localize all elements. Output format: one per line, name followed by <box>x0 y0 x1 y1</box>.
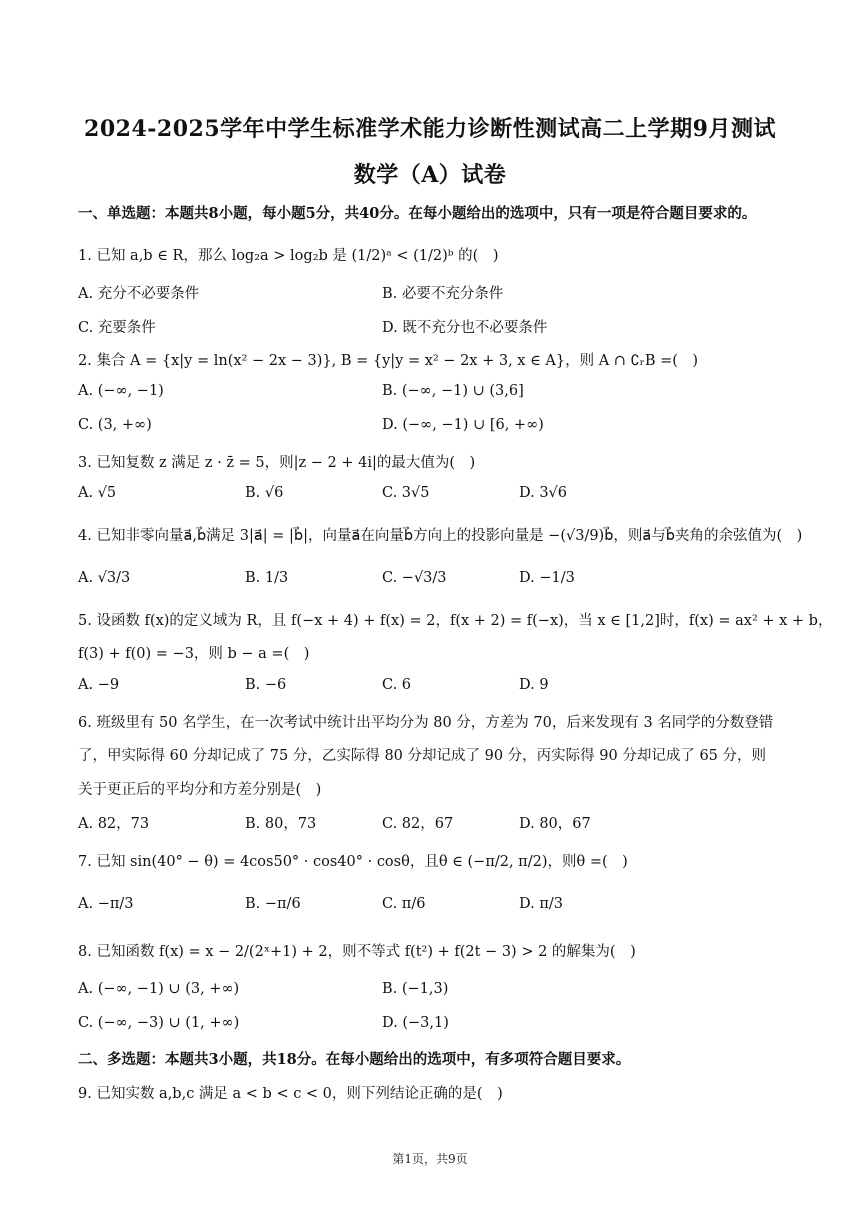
question-5-option-a: A. −9 <box>78 677 120 693</box>
question-7-option-b: B. −π/6 <box>245 896 301 912</box>
question-5-option-b: B. −6 <box>245 677 287 693</box>
question-5-option-c: C. 6 <box>382 677 412 693</box>
question-2-stem: 2. 集合 A = {x|y = ln(x² − 2x − 3)}, B = {y|y = x² − 2x + 3, x ∈ A}，则 A ∩ ∁ᵣB =( ) <box>78 353 699 369</box>
question-3-option-b: B. √6 <box>245 485 284 501</box>
question-3-stem: 3. 已知复数 z 满足 z · z̄ = 5，则|z − 2 + 4i|的最大值为( ) <box>78 455 476 471</box>
question-3-option-c: C. 3√5 <box>382 485 430 501</box>
question-1-option-c: C. 充要条件 <box>78 320 156 336</box>
question-5-option-d: D. 9 <box>519 677 549 693</box>
question-6-option-d: D. 80，67 <box>519 816 591 832</box>
question-3-option-a: A. √5 <box>78 485 117 501</box>
question-4-option-b: B. 1/3 <box>245 570 289 586</box>
question-5-stem-continued: f(3) + f(0) = −3，则 b − a =( ) <box>78 646 310 662</box>
question-2-option-a: A. (−∞, −1) <box>78 383 164 399</box>
question-4-option-c: C. −√3/3 <box>382 570 447 586</box>
question-6-stem: 6. 班级里有 50 名学生，在一次考试中统计出平均分为 80 分，方差为 70，后来发现有 3 名同学的分数登错 <box>78 715 774 731</box>
question-5-stem: 5. 设函数 f(x)的定义域为 R，且 f(−x + 4) + f(x) = 2，f(x + 2) = f(−x)，当 x ∈ [1,2]时，f(x) = ax² + x + b， <box>78 613 833 629</box>
question-6-option-b: B. 80，73 <box>245 816 317 832</box>
question-6-option-a: A. 82，73 <box>78 816 150 832</box>
exam-title-line2: 数学（A）试卷 <box>353 162 507 188</box>
question-8-stem: 8. 已知函数 f(x) = x − 2/(2ˣ+1) + 2，则不等式 f(t²) + f(2t − 3) > 2 的解集为( ) <box>78 944 636 960</box>
question-6-stem-continued-2: 关于更正后的平均分和方差分别是( ) <box>78 782 322 798</box>
question-7-stem: 7. 已知 sin(40° − θ) = 4cos50° · cos40° · cosθ，且θ ∈ (−π/2, π/2)，则θ =( ) <box>78 854 628 870</box>
section-single-choice-heading: 一、单选题：本题共8小题，每小题5分，共40分。在每小题给出的选项中，只有一项是符合题目要求的。 <box>78 205 757 222</box>
question-1-option-a: A. 充分不必要条件 <box>78 286 200 302</box>
page-footer: 第1页，共9页 <box>392 1152 468 1166</box>
question-4-stem: 4. 已知非零向量a⃗,b⃗满足 3|a⃗| = |b⃗|，向量a⃗在向量b⃗方向上的投影向量是 −(√3/9)b⃗，则a⃗与b⃗夹角的余弦值为( ) <box>78 528 803 544</box>
section-multiple-choice-heading: 二、多选题：本题共3小题，共18分。在每小题给出的选项中，有多项符合题目要求。 <box>78 1051 631 1068</box>
question-8-option-c: C. (−∞, −3) ∪ (1, +∞) <box>78 1015 240 1031</box>
question-7-option-a: A. −π/3 <box>78 896 134 912</box>
question-4-option-a: A. √3/3 <box>78 570 131 586</box>
question-2-option-c: C. (3, +∞) <box>78 417 152 433</box>
question-1-stem: 1. 已知 a,b ∈ R，那么 log₂a > log₂b 是 (1/2)ᵃ < (1/2)ᵇ 的( ) <box>78 248 499 264</box>
question-8-option-b: B. (−1,3) <box>382 981 449 997</box>
question-8-option-a: A. (−∞, −1) ∪ (3, +∞) <box>78 981 240 997</box>
question-4-option-d: D. −1/3 <box>519 570 575 586</box>
question-1-option-b: B. 必要不充分条件 <box>382 286 504 302</box>
question-2-option-d: D. (−∞, −1) ∪ [6, +∞) <box>382 417 544 433</box>
question-9-stem: 9. 已知实数 a,b,c 满足 a < b < c < 0，则下列结论正确的是( ) <box>78 1086 503 1102</box>
question-8-option-d: D. (−3,1) <box>382 1015 449 1031</box>
question-3-option-d: D. 3√6 <box>519 485 568 501</box>
question-1-option-d: D. 既不充分也不必要条件 <box>382 320 548 336</box>
question-6-stem-continued: 了，甲实际得 60 分却记成了 75 分，乙实际得 80 分却记成了 90 分，丙实际得 90 分却记成了 65 分，则 <box>78 748 767 764</box>
exam-title-line1: 2024-2025学年中学生标准学术能力诊断性测试高二上学期9月测试 <box>84 116 776 142</box>
question-6-option-c: C. 82，67 <box>382 816 454 832</box>
question-7-option-d: D. π/3 <box>519 896 563 912</box>
question-7-option-c: C. π/6 <box>382 896 426 912</box>
question-2-option-b: B. (−∞, −1) ∪ (3,6] <box>382 383 524 399</box>
